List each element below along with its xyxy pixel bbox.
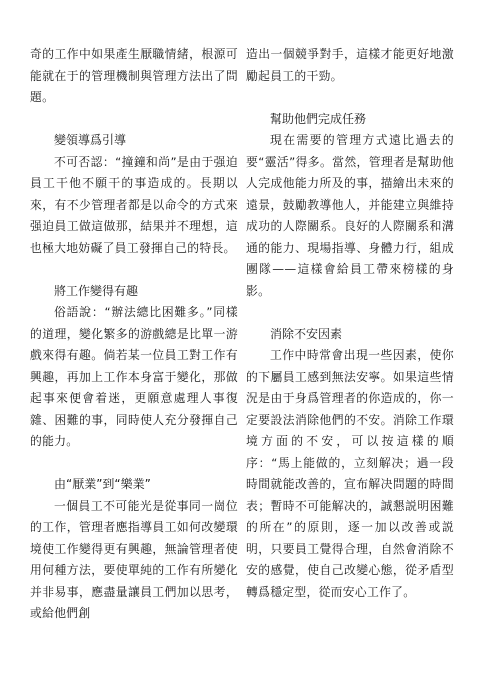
right-column (246, 44, 454, 603)
section-heading-fun-work: 將工作變得有趣 (54, 283, 139, 298)
section-heading-help-complete: 幫助他們完成任務 (270, 111, 367, 126)
spacer (30, 109, 238, 131)
section-body-fun-work: 俗語說：“辦法總比困難多。”同樣的道理，變化繁多的游戲總是比單一游戲來得有趣。倘若某一位員工對工作有興趣，再加上工作本身富于變化，那做起事來便會着迷，更願意處理人事復雜、困難的事，同時使人充分發揮自己的能力。 (30, 305, 238, 448)
section-body-guidance: 不可否認：“撞鐘和尚”是由于强迫員工干他不願干的事造成的。長期以來，有不少管理者都是以命令的方式來强迫員工做這做那，結果并不理想，這也極大地妨礙了員工發揮自己的特長。 (30, 154, 238, 255)
left-column (30, 44, 238, 625)
section-body-remove-anxiety: 工作中時常會出現一些因素，使你的下屬員工感到無法安寧。如果這些情況是由于身爲管理者的你造成的，你一定要設法消除他們的不安。消除工作環境方面的不安，可以按這樣的順序：“馬上能做的，立刻解决；過一段時間就能改善的，宣布解决問題的時間表；暫時不可能解决的，誠懇説明困難的所在”的原則，逐一加以改善或説明，只要員工覺得合理，自然會消除不安的感覺，使自己改變心態，從矛盾型轉爲穩定型，從而安心工作了。 (246, 348, 454, 599)
spacer (246, 302, 454, 324)
left-intro-paragraph: 奇的工作中如果產生厭職情緒，根源可能就在于的管理機制與管理方法出了問題。 (30, 47, 238, 104)
section-heading-enjoy-work: 由“厭業”到“樂業” (54, 477, 151, 491)
section-heading-remove-anxiety: 消除不安因素 (270, 326, 343, 341)
right-intro-paragraph: 造出一個競爭對手，這樣才能更好地激勵起員工的干勁。 (246, 47, 454, 83)
spacer (30, 259, 238, 281)
section-body-enjoy-work: 一個員工不可能光是從事同一崗位的工作，管理者應指導員工如何改變環境使工作變得更有興趣，無論管理者使用何種方法，要使單純的工作有所變化并非易事，應盡量讓員工們加以思考，或給他們創 (30, 498, 238, 620)
section-body-help-complete: 現在需要的管理方式遠比過去的要“靈活”得多。當然，管理者是幫助他人完成他能力所及的事，描繪出未來的遠景，鼓勵教導他人，并能建立與維持成功的人際關系。良好的人際關系和溝通的能力、現場指導、身體力行，組成團隊——這樣會給員工帶來榜樣的身影。 (246, 133, 454, 298)
spacer (246, 87, 454, 109)
section-heading-guidance: 變領導爲引導 (54, 133, 127, 147)
spacer (30, 453, 238, 475)
